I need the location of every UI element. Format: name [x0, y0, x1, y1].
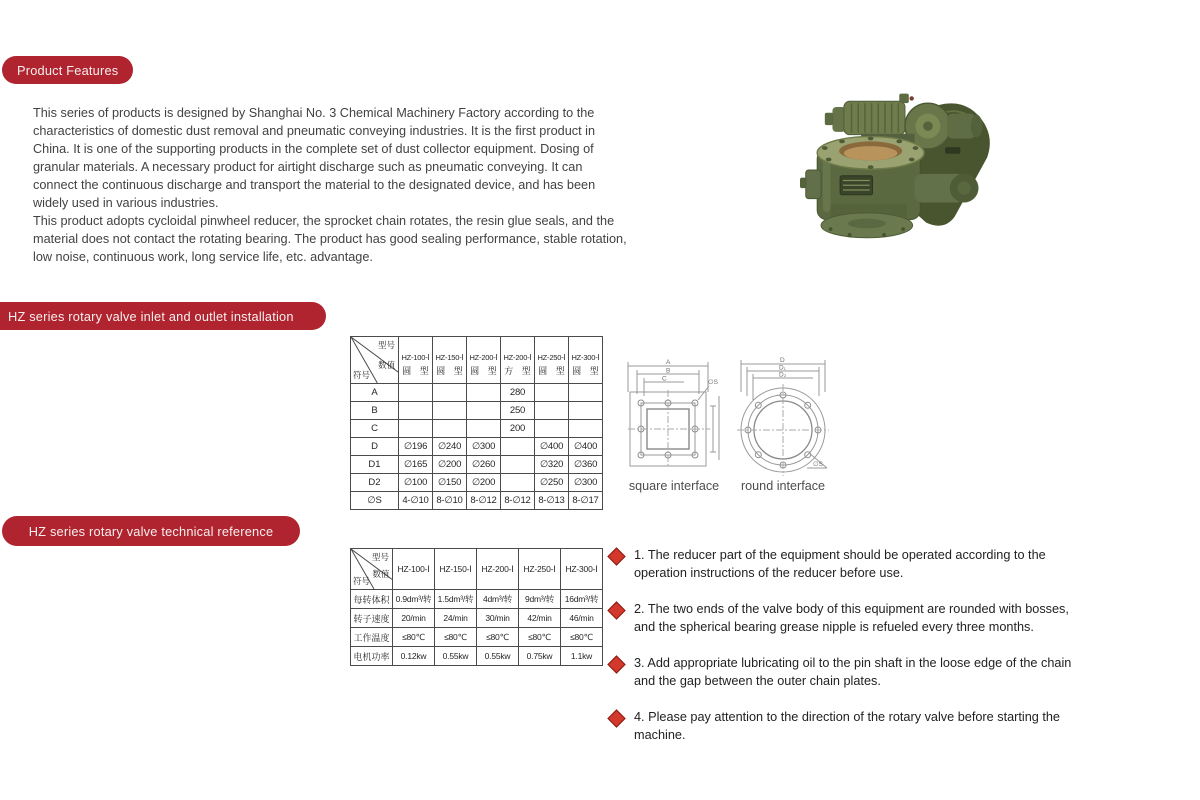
column-header: [467, 337, 501, 384]
table-cell: [433, 384, 467, 402]
column-header: [561, 549, 603, 590]
note-item: [610, 708, 1120, 744]
table-cell: 8-∅12: [501, 492, 535, 510]
corner-label-model: 型号: [371, 552, 389, 562]
table-cell: 20/min: [393, 609, 435, 628]
spec-table: [350, 548, 603, 666]
table-cell: 0.12kw: [393, 647, 435, 666]
rotary-valve-photo: [800, 90, 1010, 250]
spec-table-corner: [351, 549, 393, 590]
row-label: D2: [351, 474, 399, 492]
diamond-bullet-icon: [607, 601, 625, 619]
note-text: [634, 708, 1060, 744]
table-cell: [467, 384, 501, 402]
diamond-bullet-icon: [607, 547, 625, 565]
table-cell: 16dm³/转: [561, 590, 603, 609]
table-cell: ∅100: [399, 474, 433, 492]
table-cell: ∅400: [569, 438, 603, 456]
note-line: 4. Please pay attention to the direction of the rotary valve before starting the: [634, 710, 1060, 724]
svg-text:D₂: D₂: [779, 371, 787, 379]
svg-text:A: A: [666, 359, 671, 366]
table-cell: [535, 384, 569, 402]
table-cell: 1.1kw: [561, 647, 603, 666]
svg-text:D: D: [780, 357, 785, 364]
table-row: [351, 647, 603, 666]
table-cell: ∅300: [467, 438, 501, 456]
intro-line: material does not contact the rotating bearing. The product has good sealing performance, stable rotation,: [33, 232, 627, 246]
motor: [825, 94, 914, 135]
square-interface-diagram: [628, 359, 719, 468]
corner-label-symbol: 符号: [353, 576, 371, 586]
note-line: and the spherical bearing grease nipple is refueled every three months.: [634, 620, 1034, 634]
column-header: [435, 549, 477, 590]
table-cell: ≤80℃: [393, 628, 435, 647]
table-cell: [501, 456, 535, 474]
caption-round-interface: round interface: [740, 479, 825, 493]
column-shape: 圆 型: [538, 366, 568, 376]
column-header: [477, 549, 519, 590]
column-shape: 圆 型: [470, 366, 500, 376]
table-cell: ∅300: [569, 474, 603, 492]
column-model: HZ-300-Ⅰ: [565, 563, 598, 574]
flange-diagrams: [620, 356, 835, 476]
corner-label-symbol: 符号: [353, 370, 371, 380]
table-cell: [467, 402, 501, 420]
table-cell: [399, 384, 433, 402]
column-shape: 方 型: [504, 366, 534, 376]
table-cell: ∅200: [433, 456, 467, 474]
note-line: machine.: [634, 728, 686, 742]
column-model: HZ-100-Ⅰ: [401, 353, 430, 362]
column-header: [519, 549, 561, 590]
column-header: [535, 337, 569, 384]
round-interface-diagram: [737, 357, 829, 476]
column-header: [399, 337, 433, 384]
inlet-flange: [817, 137, 924, 169]
table-cell: [399, 420, 433, 438]
table-cell: [467, 420, 501, 438]
table-cell: ∅320: [535, 456, 569, 474]
column-shape: 圆 型: [436, 366, 466, 376]
table-cell: ∅250: [535, 474, 569, 492]
column-header: [569, 337, 603, 384]
svg-text:B: B: [666, 367, 671, 375]
table-cell: 30/min: [477, 609, 519, 628]
table-row: [351, 609, 603, 628]
table-cell: ≤80℃: [561, 628, 603, 647]
table-cell: [433, 402, 467, 420]
table-cell: 46/min: [561, 609, 603, 628]
row-label: B: [351, 402, 399, 420]
row-label: 转子速度: [351, 609, 393, 628]
column-shape: 圆 型: [402, 366, 432, 376]
table-cell: [569, 420, 603, 438]
intro-line: connect the continuous discharge and transport the material to the designated device, and has been: [33, 178, 596, 192]
column-model: HZ-150-Ⅰ: [435, 353, 464, 362]
note-line: operation instructions of the reducer before use.: [634, 566, 904, 580]
badge-technical-section: HZ series rotary valve technical reference: [2, 516, 300, 546]
column-model: HZ-200-Ⅰ: [469, 353, 498, 362]
table-cell: ∅200: [467, 474, 501, 492]
column-model: HZ-300-Ⅰ: [571, 353, 600, 362]
table-cell: ∅240: [433, 438, 467, 456]
column-header: [393, 549, 435, 590]
table-cell: ∅165: [399, 456, 433, 474]
corner-label-value: 数值: [378, 359, 396, 370]
table-cell: 0.55kw: [435, 647, 477, 666]
table-row: [351, 590, 603, 609]
intro-line: characteristics of domestic dust removal and pneumatic conveying industries. It is the first product in: [33, 124, 596, 138]
caption-square-interface: square interface: [628, 479, 720, 493]
diamond-bullet-icon: [607, 655, 625, 673]
row-label: 电机功率: [351, 647, 393, 666]
intro-line: granular materials. A necessary product for airtight discharge such as pneumatic conveying. It can: [33, 160, 583, 174]
table-cell: 8-∅17: [569, 492, 603, 510]
intro-line: widely used in various industries.: [33, 196, 219, 210]
table-row: [351, 456, 603, 474]
table-cell: 1.5dm³/转: [435, 590, 477, 609]
outlet-flange: [821, 204, 913, 237]
dim-table-corner: [351, 337, 399, 384]
table-cell: [433, 420, 467, 438]
row-label: ∅S: [351, 492, 399, 510]
column-model: HZ-200-Ⅰ: [503, 353, 532, 362]
table-cell: ≤80℃: [519, 628, 561, 647]
table-cell: 4dm³/转: [477, 590, 519, 609]
table-cell: 8-∅12: [467, 492, 501, 510]
table-cell: [569, 384, 603, 402]
badge-product-features: Product Features: [2, 56, 133, 84]
table-cell: 8-∅10: [433, 492, 467, 510]
row-label: D1: [351, 456, 399, 474]
table-cell: ∅260: [467, 456, 501, 474]
table-cell: 0.55kw: [477, 647, 519, 666]
table-cell: [569, 402, 603, 420]
intro-paragraph: [33, 104, 627, 266]
note-item: [610, 600, 1120, 636]
note-item: [610, 654, 1120, 690]
table-cell: [535, 420, 569, 438]
table-cell: [501, 474, 535, 492]
column-header: [433, 337, 467, 384]
table-cell: 0.9dm³/转: [393, 590, 435, 609]
table-cell: ∅360: [569, 456, 603, 474]
note-text: [634, 654, 1071, 690]
diamond-bullet-icon: [607, 709, 625, 727]
corner-label-model: 型号: [377, 340, 395, 350]
table-cell: [535, 402, 569, 420]
column-shape: 圆 型: [572, 366, 602, 376]
notes-list: [610, 546, 1120, 762]
note-line: 1. The reducer part of the equipment should be operated according to the: [634, 548, 1046, 562]
table-cell: ∅150: [433, 474, 467, 492]
table-row: [351, 492, 603, 510]
table-row: [351, 402, 603, 420]
column-model: HZ-250-Ⅰ: [537, 353, 566, 362]
table-row: [351, 438, 603, 456]
table-cell: 0.75kw: [519, 647, 561, 666]
intro-line: This product adopts cycloidal pinwheel reducer, the sprocket chain rotates, the resin glue seals, and the: [33, 214, 615, 228]
column-header: [501, 337, 535, 384]
badge-installation-section: HZ series rotary valve inlet and outlet installation: [0, 302, 326, 330]
table-cell: 42/min: [519, 609, 561, 628]
table-cell: [399, 402, 433, 420]
table-row: [351, 384, 603, 402]
row-label: D: [351, 438, 399, 456]
table-cell: ∅400: [535, 438, 569, 456]
note-line: 2. The two ends of the valve body of this equipment are rounded with bosses,: [634, 602, 1069, 616]
intro-line: China. It is one of the supporting products in the complete set of dust collector equipment. Dosing of: [33, 142, 594, 156]
table-cell: 200: [501, 420, 535, 438]
intro-line: low noise, continuous work, long service life, etc. advantage.: [33, 250, 373, 264]
column-model: HZ-200-Ⅰ: [481, 563, 514, 574]
table-cell: 8-∅13: [535, 492, 569, 510]
table-cell: [501, 438, 535, 456]
row-label: A: [351, 384, 399, 402]
table-cell: 24/min: [435, 609, 477, 628]
svg-text:∅S: ∅S: [708, 379, 718, 386]
table-cell: ≤80℃: [477, 628, 519, 647]
svg-text:C: C: [662, 375, 667, 383]
note-item: [610, 546, 1120, 582]
row-label: C: [351, 420, 399, 438]
table-row: [351, 420, 603, 438]
table-row: [351, 474, 603, 492]
note-text: [634, 600, 1069, 636]
note-text: [634, 546, 1046, 582]
table-cell: 4-∅10: [399, 492, 433, 510]
column-model: HZ-150-Ⅰ: [439, 563, 472, 574]
note-line: 3. Add appropriate lubricating oil to the pin shaft in the loose edge of the chain: [634, 656, 1072, 670]
table-cell: ≤80℃: [435, 628, 477, 647]
column-model: HZ-100-Ⅰ: [397, 563, 430, 574]
table-row: [351, 628, 603, 647]
dimension-table: [350, 336, 603, 510]
row-label: 工作温度: [351, 628, 393, 647]
column-model: HZ-250-Ⅰ: [523, 563, 556, 574]
table-cell: 250: [501, 402, 535, 420]
table-cell: 280: [501, 384, 535, 402]
svg-text:∅S: ∅S: [813, 461, 823, 468]
svg-text:D₁: D₁: [779, 364, 786, 372]
row-label: 每转体积: [351, 590, 393, 609]
note-line: and the gap between the outer chain plates.: [634, 674, 881, 688]
corner-label-value: 数值: [372, 568, 390, 579]
table-cell: ∅196: [399, 438, 433, 456]
table-cell: 9dm³/转: [519, 590, 561, 609]
intro-line: This series of products is designed by Shanghai No. 3 Chemical Machinery Factory according to the: [33, 106, 595, 120]
